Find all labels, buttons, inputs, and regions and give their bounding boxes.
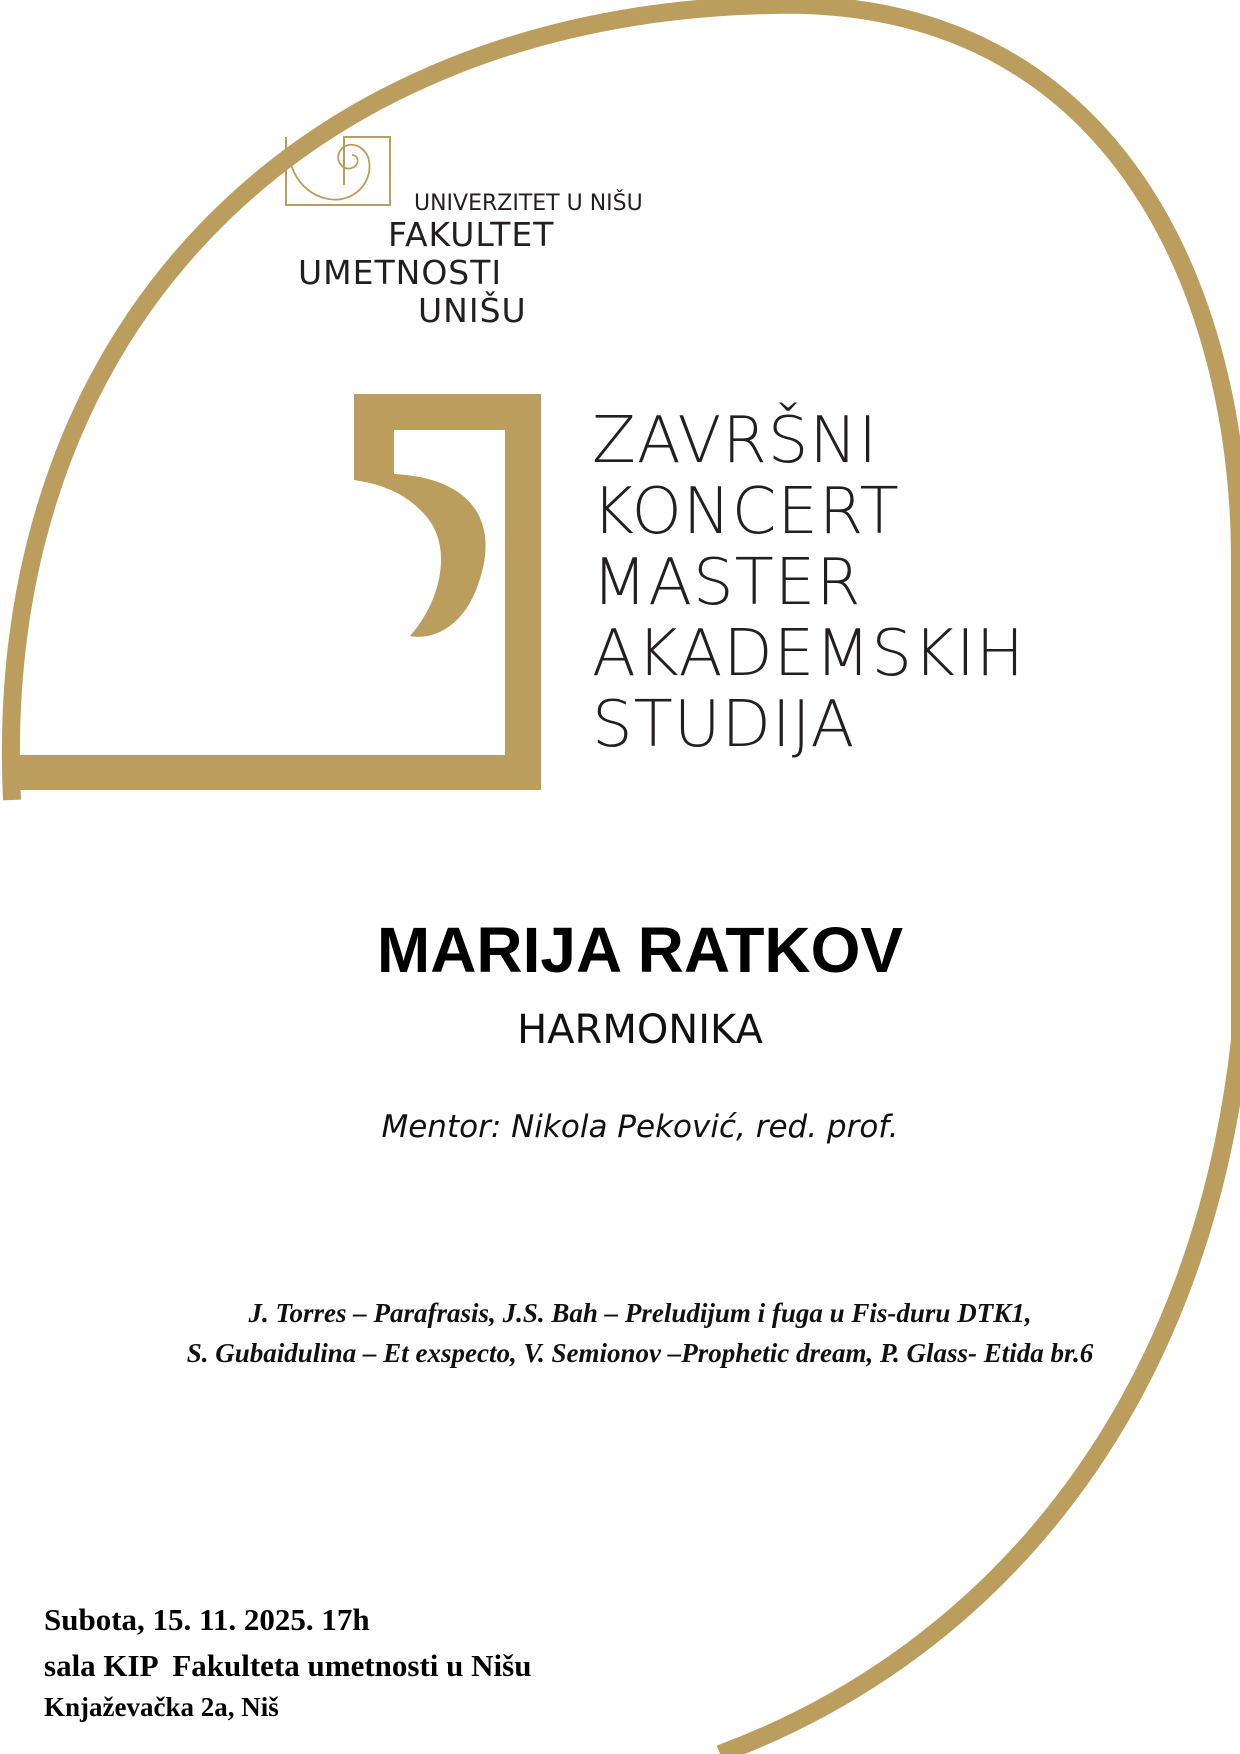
logo-arts: UMETNOSTI bbox=[298, 253, 503, 292]
event-address: Knjaževačka 2a, Niš bbox=[44, 1692, 279, 1722]
spiral-outer-arc bbox=[11, 5, 1240, 1754]
faculty-logo bbox=[284, 135, 643, 335]
event-date: Subota, 15. 11. 2025. 17h bbox=[44, 1602, 370, 1637]
title-line-2: KONCERT bbox=[592, 475, 900, 549]
logo-city: UNIŠU bbox=[418, 291, 527, 330]
event-venue: sala KIP Fakulteta umetnosti u Nišu bbox=[44, 1648, 532, 1683]
logo-university-name: UNIVERZITET U NIŠU bbox=[414, 191, 643, 216]
performer-instrument: HARMONIKA bbox=[517, 1007, 763, 1053]
program-line-2: S. Gubaidulina – Et exspecto, V. Semionov –Prophetic dream, P. Glass- Etida br.6 bbox=[186, 1338, 1094, 1368]
logo-faculty: FAKULTET bbox=[388, 215, 555, 254]
program-line-1: J. Torres – Parafrasis, J.S. Bah – Preludijum i fuga u Fis-duru DTK1, bbox=[248, 1298, 1032, 1328]
title-line-5: STUDIJA bbox=[592, 688, 856, 762]
title-line-1: ZAVRŠNI bbox=[592, 404, 879, 478]
spiral-inner-hook bbox=[12, 394, 541, 790]
title-line-3: MASTER bbox=[592, 546, 862, 620]
performer-name: MARIJA RATKOV bbox=[376, 914, 904, 986]
title-line-4: AKADEMSKIH bbox=[592, 617, 1025, 691]
mentor-line: Mentor: Nikola Peković, red. prof. bbox=[381, 1109, 899, 1145]
logo-emblem-icon bbox=[284, 135, 394, 207]
